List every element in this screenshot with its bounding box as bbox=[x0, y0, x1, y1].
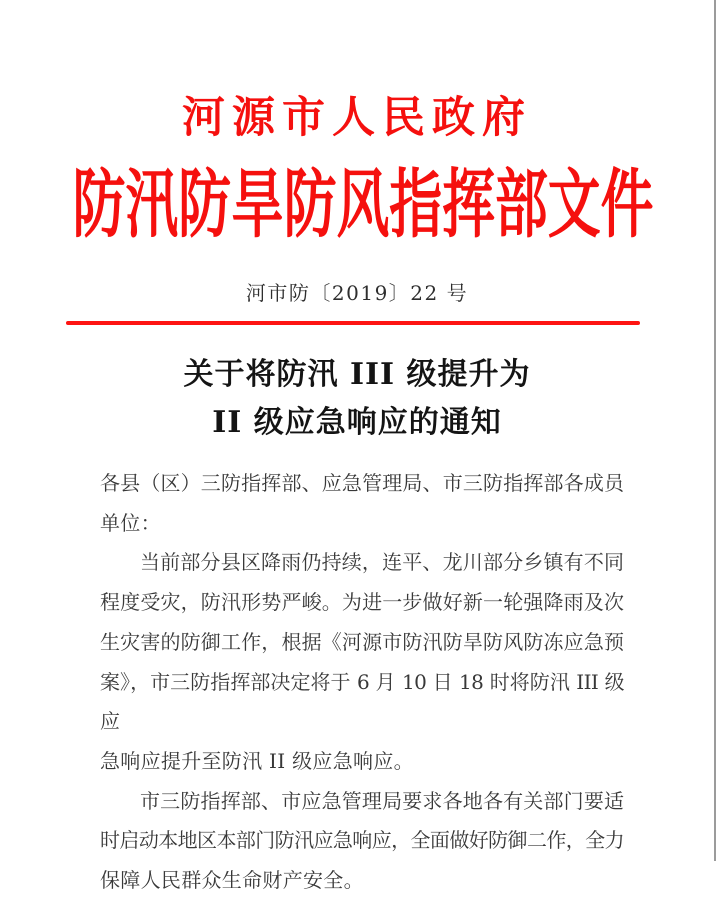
body-line: 案》，市三防指挥部决定将于 6 月 10 日 18 时将防汛 III 级应 bbox=[100, 669, 624, 734]
issuing-authority-heading: 河源市人民政府 bbox=[182, 93, 532, 143]
body-line: 急响应提升至防汛 II 级应急响应。 bbox=[100, 748, 414, 773]
body-line: 保障人民群众生命财产安全。 bbox=[100, 868, 364, 893]
title-line-1: 关于将防汛 III 级提升为 bbox=[183, 357, 531, 392]
document-number: 河市防〔2019〕22 号 bbox=[245, 281, 469, 305]
body-line: 时启动本地区本部门防汛应急响应，全面做好防御二作，全力 bbox=[100, 828, 624, 853]
page-right-edge bbox=[714, 0, 716, 861]
document-type-banner: 防汛防旱防风指挥部文件 bbox=[72, 159, 654, 249]
body-line: 各县（区）三防指挥部、应急管理局、市三防指挥部各成员 bbox=[100, 471, 624, 495]
body-line: 市三防指挥部、市应急管理局要求各地各有关部门要适 bbox=[140, 788, 624, 813]
title-line-2: II 级应急响应的通知 bbox=[212, 405, 502, 440]
body-line: 当前部分县区降雨仍持续，连平、龙川部分乡镇有不同 bbox=[140, 550, 624, 575]
document-body bbox=[100, 464, 624, 901]
document-title bbox=[0, 351, 714, 447]
body-line: 程度受灾，防汛形势严峻。为进一步做好新一轮强降雨及次 bbox=[100, 590, 624, 615]
body-line: 生灾害的防御工作，根据《河源市防汛防旱防风防冻应急预 bbox=[100, 629, 624, 654]
body-line: 单位： bbox=[100, 510, 161, 535]
red-divider-rule bbox=[66, 321, 640, 325]
document-banner-row bbox=[0, 159, 714, 249]
